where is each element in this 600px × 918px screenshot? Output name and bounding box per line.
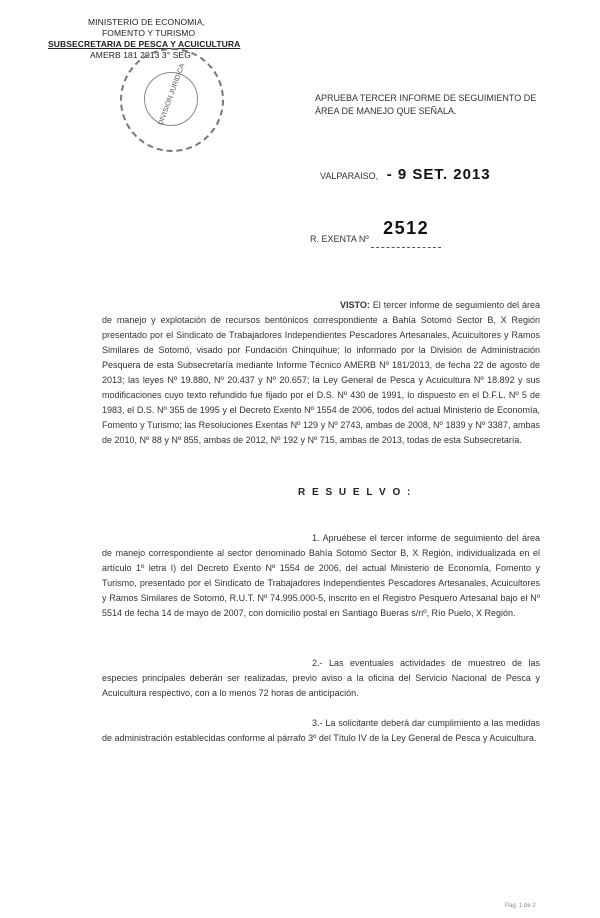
subject-line: APRUEBA TERCER INFORME DE SEGUIMIENTO DE ÁREA DE MANEJO QUE SEÑALA.	[315, 93, 537, 116]
resolution-item-1: 1. Apruébese el tercer informe de seguimiento del área de manejo correspondiente al sector denominado Bahía Sotomó Sector B, X Región, individualizada en el artículo 1º letra I) del Decreto Exento Nº 1554 de 2006, del actual Ministerio de Economía, Fomento y Turismo, presentado por el Sindicato de Trabajadores Independientes Pescadores Artesanales, Acuicultores y Ramos Similares de Sotomó, R.U.T. Nº 74.995.000-5, inscrito en el Registro Pesquero Artesanal bajo el Nº 5514 de fecha 14 de mayo de 2007, con domicilio postal en Santiago Bueras s/nº, Río Puelo, X Región.	[102, 533, 540, 618]
resolution-label: R. EXENTA Nº	[310, 234, 369, 244]
resuelvo-heading: R E S U E L V O :	[298, 487, 413, 498]
visto-text: El tercer informe de seguimiento del área de manejo y explotación de recursos bentónicos correspondiente a Bahía Sotomó Sector B, X Región presentado por el Sindicato de Trabajadores Independientes Pescadores Artesanales, Acuicultores y Ramos Similares de Sotomó, visado por Fundación Chinquihue; lo informado por la División de Administración Pesquera de esta Subsecretaría mediante Informe Técnico AMERB Nº 181/2013, de fecha 22 de agosto de 2013; las leyes Nº 19.880, Nº 20.437 y Nº 20.657; la Ley General de Pesca y Acuicultura Nº 18.892 y sus modificaciones cuyo texto refundido fue fijado por el D.S. Nº 430 de 1991, lo dispuesto en el D.F.L. Nº 5 de 1983, el D.S. Nº 355 de 1995 y el Decreto Exento Nº 1554 de 2006, todos del actual Ministerio de Economía, Fomento y Turismo; las Resoluciones Exentas Nº 129 y Nº 2743, ambas de 2008, Nº 1839 y Nº 3387, ambas de 2010, Nº 88 y Nº 855, ambas de 2012, Nº 192 y Nº 715, ambas de 2013, todas de esta Subsecretaría.	[102, 300, 540, 445]
resolution-item-3: 3.- La solicitante deberá dar cumplimiento a las medidas de administración establecidas conforme al párrafo 3º del Título IV de la Ley General de Pesca y Acuicultura.	[102, 718, 540, 743]
page-footer: Pag. 1 de 2	[505, 903, 536, 909]
header-reference: AMERB 181 2013 3° SEG	[90, 50, 191, 60]
visto-label: VISTO:	[340, 300, 370, 310]
date-place: VALPARAISO,	[320, 171, 379, 181]
header-ministry: MINISTERIO DE ECONOMIA,	[88, 17, 206, 27]
header-subsecretaria: SUBSECRETARIA DE PESCA Y ACUICULTURA	[48, 39, 241, 49]
resolution-number: 2512	[383, 218, 430, 238]
header-fomento: FOMENTO Y TURISMO	[102, 28, 196, 38]
date-line	[320, 166, 491, 183]
visto-paragraph	[102, 298, 540, 448]
stamp-center-text: DIVISION JURIDICA	[157, 62, 187, 127]
official-stamp	[120, 48, 224, 152]
resolution-item-2: 2.- Las eventuales actividades de muestreo de las especies principales deberán ser realizadas, previo aviso a la oficina del Servicio Nacional de Pesca y Acuicultura respectivo, con a lo menos 72 horas de anticipación.	[102, 658, 540, 698]
date-value: - 9 SET. 2013	[386, 166, 491, 183]
resolution-number-line	[310, 218, 441, 248]
